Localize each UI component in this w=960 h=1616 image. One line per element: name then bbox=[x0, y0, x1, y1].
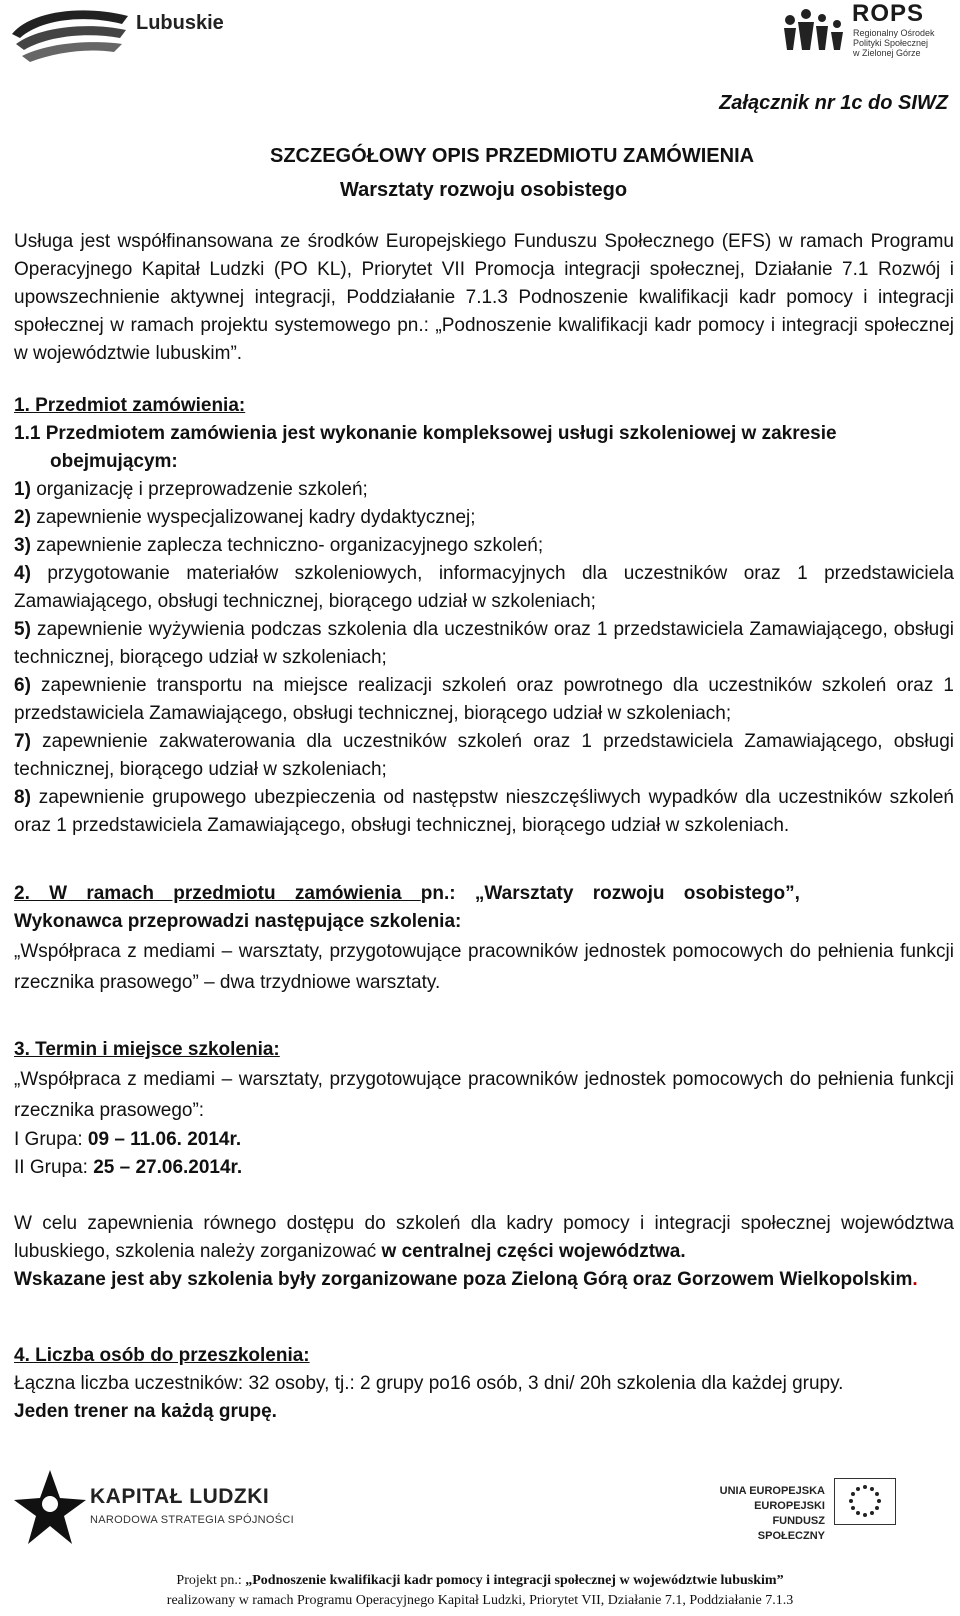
section-3-paragraph-bold: w centralnej części województwa. bbox=[381, 1241, 686, 1262]
list-item bbox=[14, 476, 954, 504]
project-name-line bbox=[0, 1572, 960, 1590]
list-item-text: zapewnienie wyspecjalizowanej kadry dydaktycznej; bbox=[36, 507, 476, 528]
section-4-bold: Jeden trener na każdą grupę. bbox=[14, 1401, 277, 1422]
list-item bbox=[14, 532, 954, 560]
group-1-date bbox=[14, 1126, 954, 1154]
section-1-heading: 1. Przedmiot zamówienia: bbox=[14, 395, 246, 416]
rops-subtitle-line: Polityki Społecznej bbox=[853, 38, 929, 48]
list-item-text: organizację i przeprowadzenie szkoleń; bbox=[36, 479, 368, 500]
group-2-date bbox=[14, 1154, 954, 1182]
section-3-recommendation-end: . bbox=[912, 1269, 918, 1290]
section-3-text: „Współpraca z mediami – warsztaty, przygotowujące pracowników jednostek pomocowych do pełnienia funkcji rzecznika prasowego”: bbox=[14, 1069, 954, 1121]
section-2-heading-continuation: Wykonawca przeprowadzi następujące szkolenia: bbox=[14, 911, 462, 932]
section-3-paragraph-text: W celu zapewnienia równego dostępu do szkoleń dla kadry pomocy i integracji społecznej województwa lubuskiego, szkolenia należy zorganizować bbox=[14, 1213, 954, 1262]
rops-subtitle-line: Regionalny Ośrodek bbox=[853, 28, 935, 38]
eu-flag-icon bbox=[834, 1478, 896, 1525]
section-1-lead-continuation: obejmującym: bbox=[50, 451, 178, 472]
section-1-lead bbox=[14, 420, 954, 448]
kapital-ludzki-star-icon bbox=[14, 1470, 86, 1550]
document-title: SZCZEGÓŁOWY OPIS PRZEDMIOTU ZAMÓWIENIA bbox=[270, 145, 755, 167]
section-3-paragraph bbox=[14, 1210, 954, 1266]
section-1 bbox=[14, 392, 954, 840]
section-2-text: „Współpraca z mediami – warsztaty, przygotowujące pracowników jednostek pomocowych do pełnienia funkcji rzecznika prasowego” – dwa trzydniowe warsztaty. bbox=[14, 941, 954, 993]
list-item-number: 1) bbox=[14, 479, 31, 500]
list-item-text: zapewnienie wyżywienia podczas szkolenia dla uczestników oraz 1 przedstawiciela Zamawiającego, obsługi technicznej, biorącego udział w szkoleniach; bbox=[14, 619, 954, 668]
rops-people-icon bbox=[780, 2, 850, 64]
list-item-number: 2) bbox=[14, 507, 31, 528]
section-4 bbox=[14, 1342, 954, 1426]
intro-paragraph: Usługa jest współfinansowana ze środków Europejskiego Funduszu Społecznego (EFS) w ramach Programu Operacyjnego Kapitał Ludzki (PO KL), Priorytet VII Promocja integracji społecznej, Działanie 7.1 Rozwój i upowszechnienie aktywnej integracji, Poddziałanie 7.1.3 Podnoszenie kwalifikacji kadr pomocy i integracji społecznej w ramach projektu systemowego pn.: „Podnoszenie kwalifikacji kadr pomocy i integracji społecznej w województwie lubuskim”. bbox=[14, 231, 954, 364]
section-2-heading bbox=[14, 880, 954, 908]
section-2-heading-underlined: 2. W ramach przedmiotu zamówienia bbox=[14, 883, 421, 904]
list-item bbox=[14, 728, 954, 784]
list-item-number: 7) bbox=[14, 731, 31, 752]
section-4-heading: 4. Liczba osób do przeszkolenia: bbox=[14, 1345, 310, 1366]
list-item-number: 4) bbox=[14, 563, 31, 584]
section-3-heading: 3. Termin i miejsce szkolenia: bbox=[14, 1039, 280, 1060]
list-item-number: 6) bbox=[14, 675, 31, 696]
list-item-text: zapewnienie zaplecza techniczno- organizacyjnego szkoleń; bbox=[36, 535, 544, 556]
list-item bbox=[14, 504, 954, 532]
list-item-number: 3) bbox=[14, 535, 31, 556]
section-2-heading-title: pn.: „Warsztaty rozwoju osobistego”, bbox=[420, 883, 800, 904]
eu-fund-line: FUNDUSZ SPOŁECZNY bbox=[757, 1515, 825, 1542]
section-2 bbox=[14, 880, 954, 998]
group-2-label: II Grupa: bbox=[14, 1157, 94, 1178]
rops-subtitle-line: w Zielonej Górze bbox=[853, 48, 921, 58]
kapital-ludzki-title: KAPITAŁ LUDZKI bbox=[90, 1485, 270, 1508]
group-2-date-value: 25 – 27.06.2014r. bbox=[93, 1157, 243, 1178]
list-item bbox=[14, 616, 954, 672]
document-subtitle: Warsztaty rozwoju osobistego bbox=[340, 179, 628, 201]
lubuskie-logo-text: Lubuskie bbox=[136, 12, 224, 34]
eu-fund-line: EUROPEJSKI bbox=[754, 1500, 825, 1512]
section-1-lead-number: 1.1 bbox=[14, 423, 41, 444]
eu-fund-label bbox=[715, 1484, 825, 1544]
rops-logo-subtitle bbox=[853, 28, 960, 58]
project-prefix: Projekt pn.: bbox=[176, 1573, 246, 1588]
project-program-line: realizowany w ramach Programu Operacyjnego Kapitał Ludzki, Priorytet VII, Działanie 7.1, Poddziałanie 7.1.3 bbox=[166, 1593, 794, 1608]
list-item bbox=[14, 560, 954, 616]
list-item-text: przygotowanie materiałów szkoleniowych, informacyjnych dla uczestników oraz 1 przedstawiciela Zamawiającego, obsługi technicznej, biorącego udział w szkoleniach; bbox=[14, 563, 954, 612]
group-1-label: I Grupa: bbox=[14, 1129, 88, 1150]
section-3-recommendation bbox=[14, 1266, 954, 1294]
list-item-text: zapewnienie zakwaterowania dla uczestników szkoleń oraz 1 przedstawiciela Zamawiającego, obsługi technicznej, biorącego udział w szkoleniach; bbox=[14, 731, 954, 780]
section-3-recommendation-text: Wskazane jest aby szkolenia były zorganizowane poza Zieloną Górą oraz Gorzowem Wielkopolskim bbox=[14, 1269, 913, 1290]
annex-label: Załącznik nr 1c do SIWZ bbox=[719, 92, 948, 114]
list-item-text: zapewnienie transportu na miejsce realizacji szkoleń oraz powrotnego dla uczestników szkoleń oraz 1 przedstawiciela Zamawiającego, obsługi technicznej, biorącego udział w szkoleniach; bbox=[14, 675, 954, 724]
kapital-ludzki-subtitle: NARODOWA STRATEGIA SPÓJNOŚCI bbox=[90, 1514, 294, 1526]
eu-fund-line: UNIA EUROPEJSKA bbox=[719, 1485, 825, 1497]
list-item-text: zapewnienie grupowego ubezpieczenia od następstw nieszczęśliwych wypadków dla uczestników szkoleń oraz 1 przedstawiciela Zamawiającego, obsługi technicznej, biorącego udział w szkoleniach. bbox=[14, 787, 955, 836]
list-item bbox=[14, 672, 954, 728]
project-name: „Podnoszenie kwalifikacji kadr pomocy i integracji społecznej w województwie lubuskim” bbox=[245, 1573, 784, 1588]
list-item-number: 8) bbox=[14, 787, 31, 808]
section-1-lead-text: Przedmiotem zamówienia jest wykonanie kompleksowej usługi szkoleniowej w zakresie bbox=[45, 423, 837, 444]
rops-logo-title: ROPS bbox=[852, 0, 925, 27]
section-3 bbox=[14, 1036, 954, 1294]
group-1-date-value: 09 – 11.06. 2014r. bbox=[87, 1129, 242, 1150]
list-item-number: 5) bbox=[14, 619, 31, 640]
list-item bbox=[14, 784, 954, 840]
section-4-text: Łączna liczba uczestników: 32 osoby, tj.: 2 grupy po16 osób, 3 dni/ 20h szkolenia dla każdej grupy. bbox=[14, 1373, 844, 1394]
